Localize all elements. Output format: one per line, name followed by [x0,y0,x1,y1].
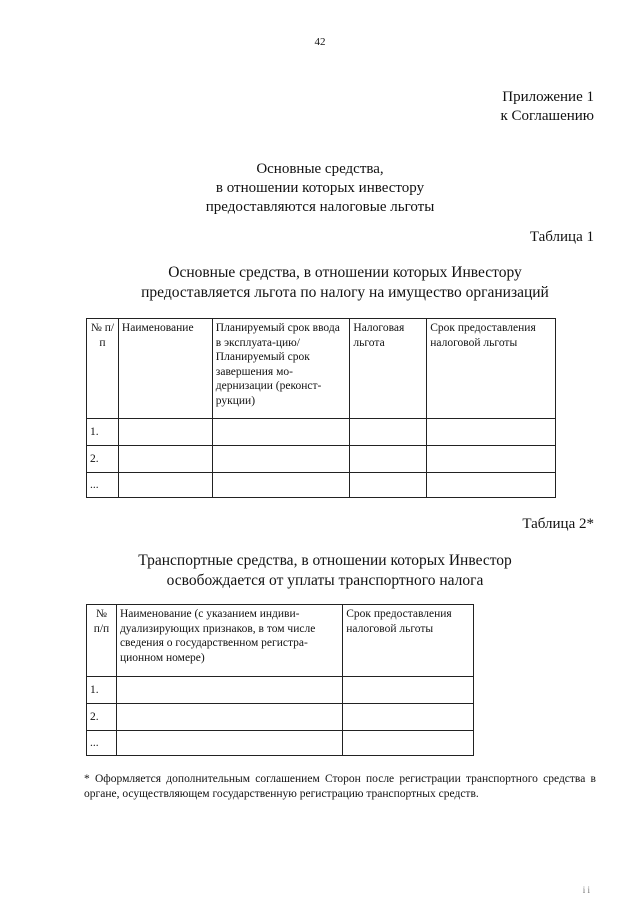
table-cell [350,446,427,473]
footnote: * Оформляется дополнительным соглашением Сторон после регистрации транспортного средства в органе, осуществляющем государственную регистрацию транспортных средств. [84,773,596,800]
table-cell [116,704,342,731]
appendix-line-2: к Соглашению [500,108,594,124]
appendix-reference [500,88,594,126]
table-cell [212,446,350,473]
table-cell [343,704,474,731]
table-2-row-num: 2. [87,704,117,731]
table-1-header-name: Наименование [118,319,212,419]
table-cell [118,446,212,473]
table-row [87,473,556,498]
table-1-header-num: № п/п [87,319,119,419]
table-1-header-benefit: Налоговая льгота [350,319,427,419]
table-cell [212,419,350,446]
table-cell [343,677,474,704]
table-cell [350,419,427,446]
table-row [87,704,474,731]
table-2-label: Таблица 2* [522,516,594,532]
corner-mark: і і [582,885,590,895]
table-2-heading-line-2: освобождается от уплаты транспортного налога [166,572,484,589]
table-cell [116,731,342,756]
table-2-heading [100,551,550,591]
table-cell [116,677,342,704]
table-1-heading-line-1: Основные средства, в отношении которых Инвестору [168,264,522,281]
main-title-line-3: предоставляются налоговые льготы [205,199,435,215]
table-cell [427,419,556,446]
table-1-label: Таблица 1 [529,229,594,245]
table-2-header-name: Наименование (с указанием индиви-дуализирующих признаков, в том числе сведения о государственном регистра-ционном номере) [116,605,342,677]
table-cell [118,473,212,498]
table-row [87,677,474,704]
table-cell [343,731,474,756]
table-row [87,446,556,473]
table-2-row-num: ... [87,731,117,756]
table-1-row-num: 1. [87,419,119,446]
table-cell [118,419,212,446]
table-row [87,419,556,446]
table-2 [86,604,474,756]
table-1-header-row [87,319,556,419]
table-cell [427,446,556,473]
table-cell [212,473,350,498]
table-1-header-term: Срок предоставления налоговой льготы [427,319,556,419]
page-number: 42 [314,36,326,48]
table-2-header-num: № п/п [87,605,117,677]
table-1-row-num: 2. [87,446,119,473]
table-2-heading-line-1: Транспортные средства, в отношении которых Инвестор [138,552,512,569]
table-1-header-planned: Планируемый срок ввода в эксплуата-цию/Планируемый срок завершения мо-дернизации (реконст-рукции) [212,319,350,419]
table-row [87,731,474,756]
table-1-heading-line-2: предоставляется льгота по налогу на имущество организаций [141,284,549,301]
table-2-row-num: 1. [87,677,117,704]
appendix-line-1: Приложение 1 [502,89,594,105]
table-2-header-row [87,605,474,677]
main-title [0,160,640,217]
table-2-header-term: Срок предоставления налоговой льготы [343,605,474,677]
table-1 [86,318,556,498]
table-cell [350,473,427,498]
table-1-row-num: ... [87,473,119,498]
table-1-heading [100,263,590,303]
main-title-line-2: в отношении которых инвестору [215,180,425,196]
main-title-line-1: Основные средства, [256,161,384,177]
table-cell [427,473,556,498]
